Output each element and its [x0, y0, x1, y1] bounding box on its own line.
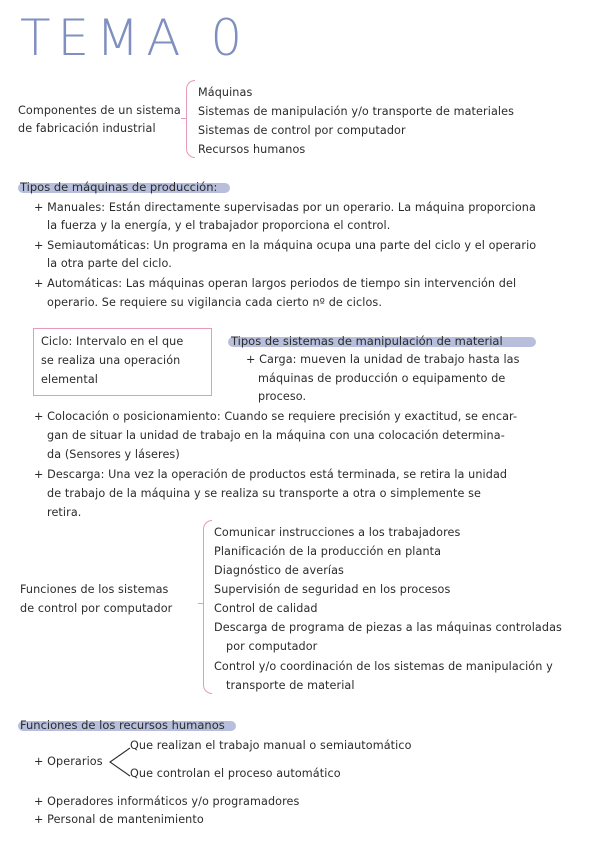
maquinas-line-2: la fuerza y la energía, y el trabajador proporciona el control.	[47, 219, 391, 232]
control-brace	[203, 520, 212, 694]
control-label-2: de control por computador	[20, 602, 173, 615]
manipulacion-line-1: + Colocación o posicionamiento: Cuando se requiere precisión y exactitud, se encar-	[34, 410, 518, 423]
control-item-2: Planificación de la producción en planta	[214, 545, 442, 558]
recursos-other-2: + Personal de mantenimiento	[34, 813, 204, 826]
maquinas-line-3: + Semiautomáticas: Un programa en la máquina ocupa una parte del ciclo y el operario	[34, 239, 537, 252]
operarios-item-2: Que controlan el proceso automático	[130, 767, 341, 780]
maquinas-line-4: la otra parte del ciclo.	[47, 257, 172, 270]
control-item-7: Control y/o coordinación de los sistemas de manipulación y	[214, 660, 553, 673]
componentes-item-3: Sistemas de control por computador	[198, 124, 406, 137]
manipulacion-line-5: de trabajo de la máquina y se realiza su transporte a otra o simplemente se	[47, 487, 482, 500]
manipulacion-line-3: da (Sensores y láseres)	[47, 448, 180, 461]
maquinas-line-5: + Automáticas: Las máquinas operan largos periodos de tiempo sin intervención del	[34, 277, 517, 290]
maquinas-line-1: + Manuales: Están directamente supervisadas por un operario. La máquina proporciona	[34, 201, 536, 214]
control-item-6: Descarga de programa de piezas a las máquinas controladas	[214, 621, 562, 634]
manipulacion-line-2: gan de situar la unidad de trabajo en la máquina con una colocación determina-	[47, 429, 505, 442]
control-item-4: Supervisión de seguridad en los procesos	[214, 583, 451, 596]
control-item-5: Control de calidad	[214, 602, 318, 615]
ciclo-line-1: Ciclo: Intervalo en el que	[41, 335, 184, 348]
carga-line-3: proceso.	[258, 390, 307, 403]
control-label-1: Funciones de los sistemas	[20, 583, 169, 596]
control-item-6b: por computador	[226, 640, 318, 653]
ciclo-line-2: se realiza una operación	[41, 354, 181, 367]
componentes-brace	[186, 80, 195, 158]
ciclo-line-3: elemental	[41, 373, 98, 386]
componentes-label-2: de fabricación industrial	[18, 122, 156, 135]
maquinas-line-6: operario. Se requiere su vigilancia cada cierto nº de ciclos.	[47, 296, 382, 309]
componentes-item-1: Máquinas	[198, 86, 253, 99]
heading-recursos-humanos: Funciones de los recursos humanos	[20, 718, 225, 732]
componentes-item-2: Sistemas de manipulación y/o transporte de materiales	[198, 105, 515, 118]
control-item-3: Diagnóstico de averías	[214, 564, 344, 577]
operarios-label: + Operarios	[34, 755, 103, 768]
heading-tipos-manipulacion: Tipos de sistemas de manipulación de material	[231, 334, 503, 348]
operarios-item-1: Que realizan el trabajo manual o semiautomático	[130, 739, 412, 752]
recursos-other-1: + Operadores informáticos y/o programadores	[34, 795, 300, 808]
componentes-label-1: Componentes de un sistema	[18, 104, 181, 117]
control-item-1: Comunicar instrucciones a los trabajadores	[214, 526, 461, 539]
carga-line-1: + Carga: mueven la unidad de trabajo hasta las	[246, 353, 520, 366]
componentes-brace-tip	[181, 118, 187, 119]
carga-line-2: máquinas de producción o equipamento de	[258, 372, 506, 385]
manipulacion-line-4: + Descarga: Una vez la operación de productos está terminada, se retira la unidad	[34, 468, 508, 481]
control-brace-tip	[198, 603, 204, 604]
control-item-7b: transporte de material	[226, 679, 355, 692]
componentes-item-4: Recursos humanos	[198, 143, 306, 156]
manipulacion-line-6: retira.	[47, 506, 82, 519]
operarios-arrow-icon	[106, 744, 132, 780]
page-title: TEMA 0	[20, 9, 250, 67]
heading-tipos-maquinas: Tipos de máquinas de producción:	[20, 180, 218, 194]
